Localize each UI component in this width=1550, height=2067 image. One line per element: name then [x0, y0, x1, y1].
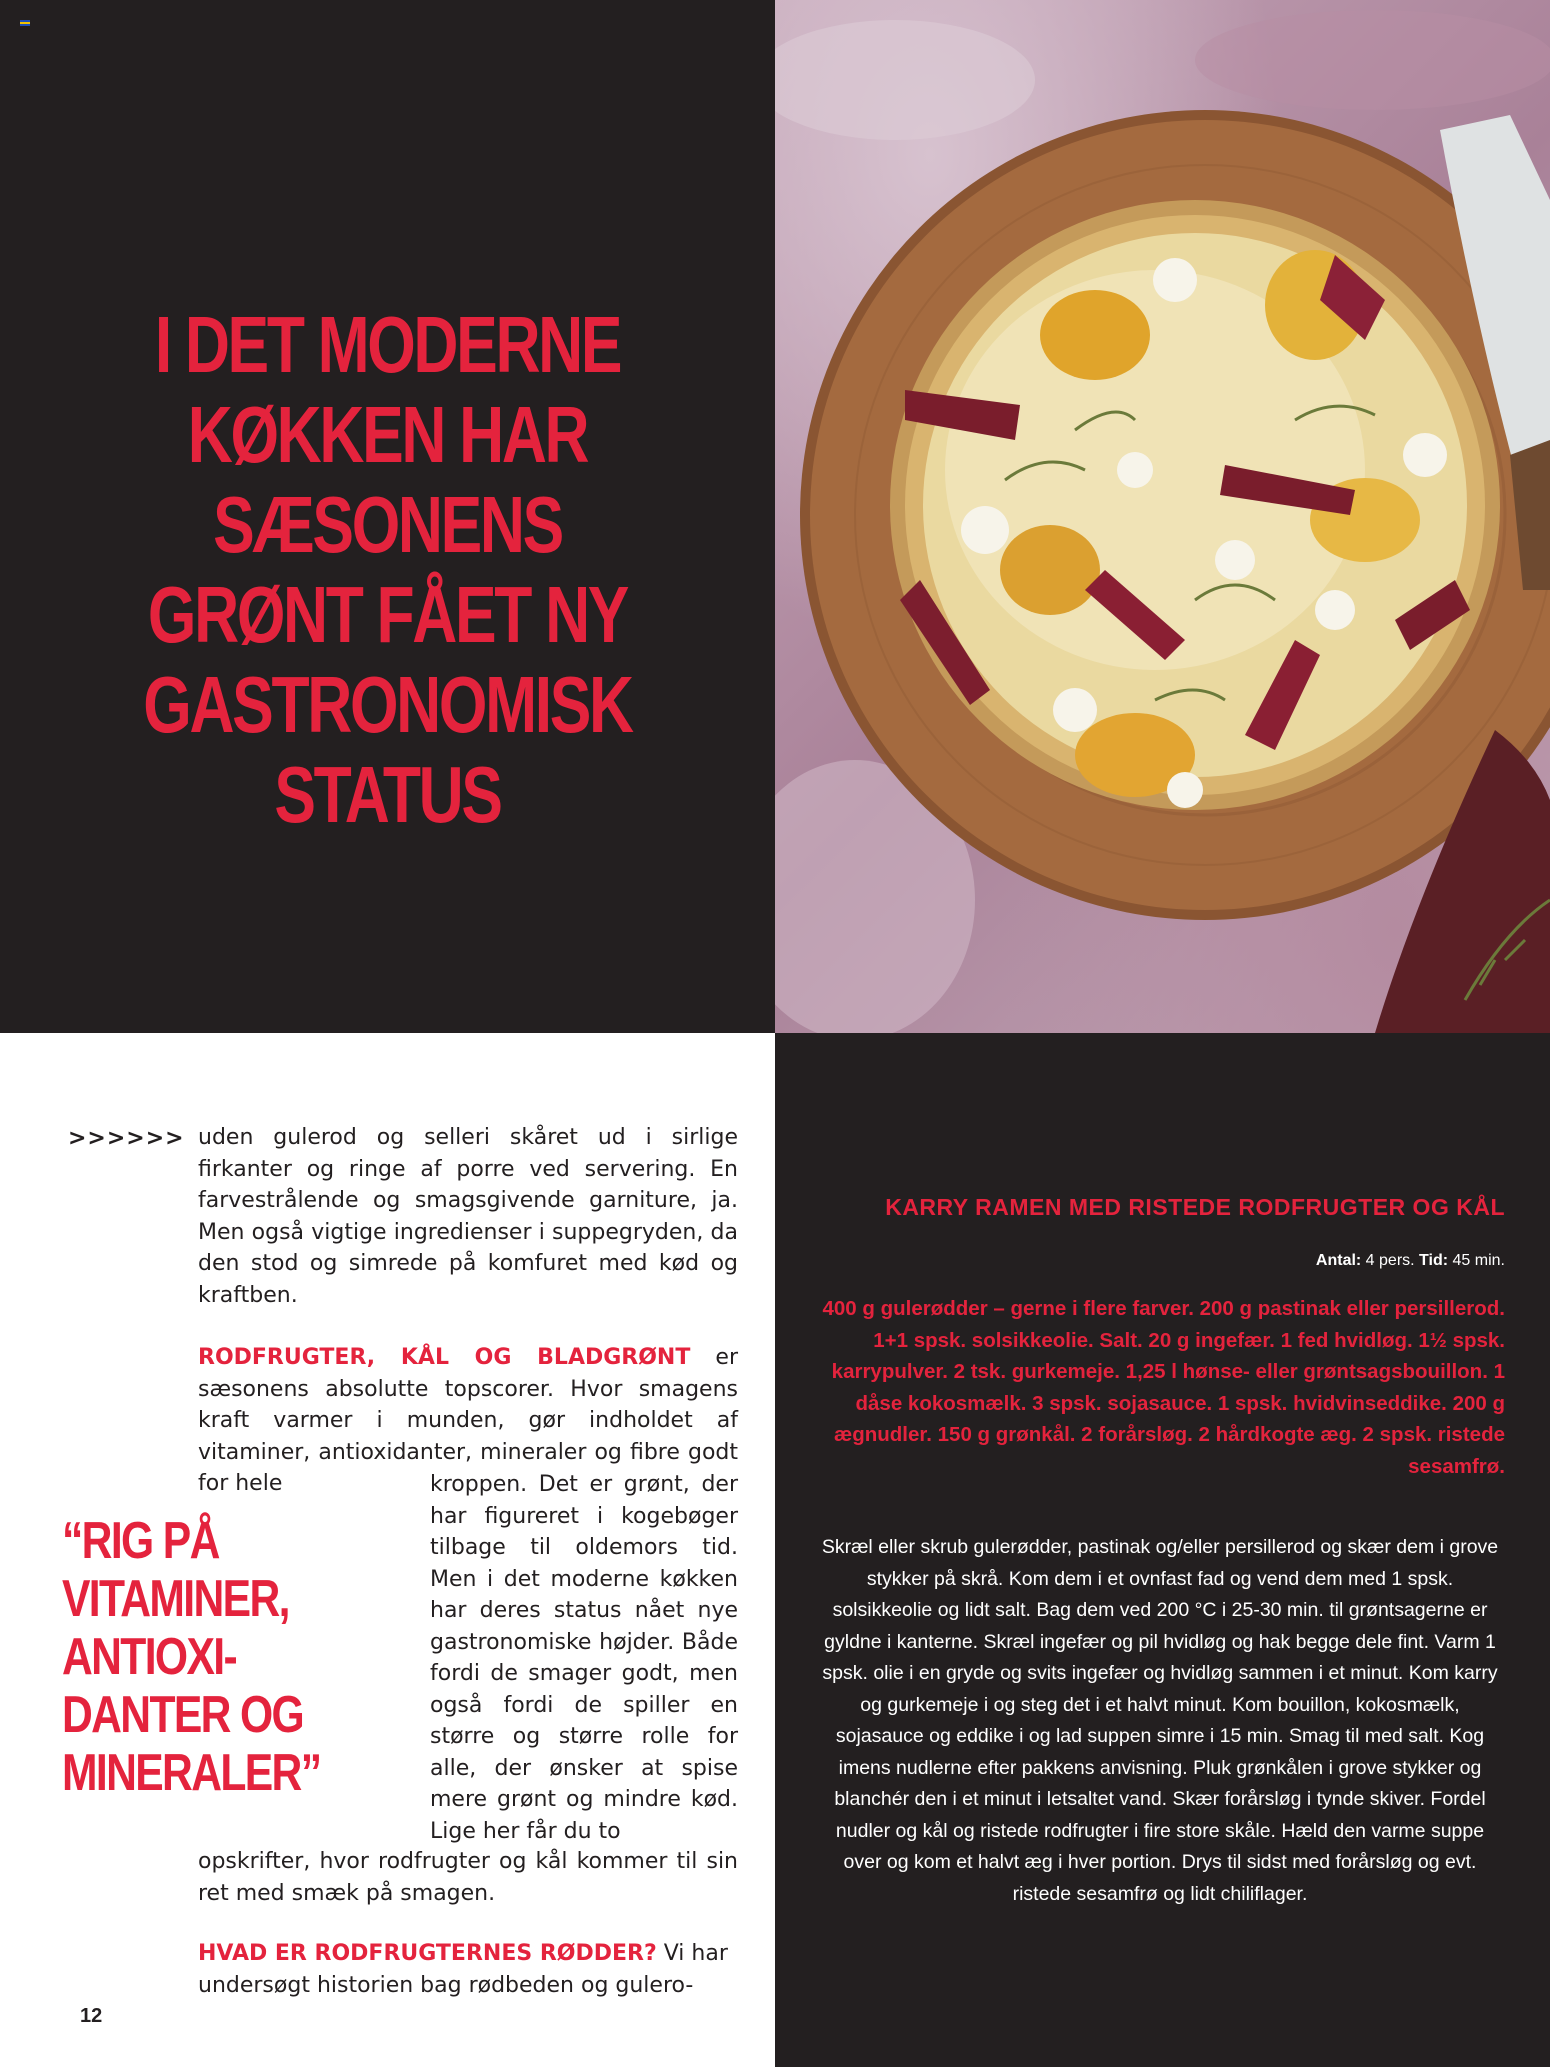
recipe-ingredients: 400 g gulerødder – gerne i flere farver. 200 g pastinak eller persillerod. 1+1 spsk. solsikkeolie. Salt. 20 g ingefær. 1 fed hvidløg. 1½ spsk. karrypulver. 2 tsk. gurkemeje. 1,25 l hønse- eller grøntsagsbouillon. 1 dåse kokosmælk. 3 spsk. sojasauce. 1 spsk. hvidvinseddike. 200 g ægnudler. 150 g grønkål. 2 forårsløg. 2 hårdkogte æg. 2 spsk. ristede sesamfrø. — [822, 1297, 1505, 1478]
time-value: 45 min. — [1448, 1252, 1505, 1269]
article-section-2 — [198, 1938, 738, 2001]
tart-photo — [775, 0, 1550, 1033]
recipe-method: Skræl eller skrub gulerødder, pastinak og/eller persillerod og skær dem i grove stykker på skrå. Kom dem i et ovnfast fad og vend dem med 1 spsk. solsikkeolie og lidt salt. Bag dem ved 200 °C i 25-30 min. til grøntsagerne er gyldne i kanterne. Skræl ingefær og pil hvidløg og hak begge dele fint. Varm 1 spsk. olie i en gryde og svits ingefær og hvidløg sammen i et minut. Kom karry og gurkemeje i og steg det i et halvt minut. Kom bouillon, kokosmælk, sojasauce og eddike i og lad suppen simre i 15 min. Smag til med salt. Kog imens nudlerne efter pakkens anvisning. Pluk grønkålen i grove stykker og blanchér den i et minut i letsaltet vand. Skær forårsløg i tynde skiver. Fordel nudler og kål og ristede rodfrugter i fire store skåle. Hæld den varme suppe over og kom et halvt æg i hver portion. Drys til sidst med forårsløg og evt. ristede sesamfrø og lidt chiliflager. — [821, 1536, 1499, 1905]
servings-value: 4 pers. — [1361, 1252, 1420, 1269]
page-number: 12 — [80, 2005, 103, 2027]
article-section-1-continued: kroppen. Det er grønt, der har figureret i kogebøger tilbage til oldemors tid. Men i det moderne køkken har deres status nået nye gastronomiske højder. Både fordi de smager godt, men også fordi de spiller en større og større rolle for alle, der ønsker at spise mere grønt og mindre kød. Lige her får du to — [430, 1472, 738, 1844]
tart-photo-illustration — [775, 0, 1550, 1033]
section-2-lead: HVAD ER RODFRUGTERNES RØDDER? — [198, 1941, 657, 1966]
servings-label: Antal: — [1315, 1252, 1362, 1269]
section-1-lead: RODFRUGTER, KÅL OG BLADGRØNT — [198, 1345, 691, 1370]
headline: I DET MODERNE KØKKEN HAR SÆSONENS GRØNT FÅET NY GASTRONOMISK STATUS — [143, 300, 632, 839]
continuation-arrows: >>>>>> — [68, 1126, 185, 1151]
recipe-title: KARRY RAMEN MED RISTEDE RODFRUGTER OG KÅL — [885, 1194, 1505, 1220]
time-label: Tid: — [1419, 1252, 1449, 1269]
pull-quote: “RIG PÅ VITAMINER, ANTIOXI-DANTER OG MINERALER” — [62, 1512, 321, 1802]
recipe-meta — [800, 1252, 1505, 1270]
article-intro: uden gulerod og selleri skåret ud i sirlige firkanter og ringe af porre ved servering. En farvestrålende og smagsgivende garniture, ja. Men også vigtige ingredienser i suppegryden, da den stod og simrede på komfuret med kød og kraftben. — [198, 1125, 738, 1308]
article-section-1-end: opskrifter, hvor rodfrugter og kål kommer til sin ret med smæk på smagen. — [198, 1849, 738, 1906]
section-1-text: er sæsonens absolutte topscorer. Hvor smagens kraft varmer i munden, gør indholdet af vitaminer, antioxidanter, mineraler og fibre godt for hele — [198, 1345, 738, 1496]
headline-panel — [0, 0, 775, 1033]
flag-icon — [20, 20, 30, 26]
section-2-text: Vi har undersøgt historien bag rødbeden og gulero- — [198, 1941, 728, 1998]
